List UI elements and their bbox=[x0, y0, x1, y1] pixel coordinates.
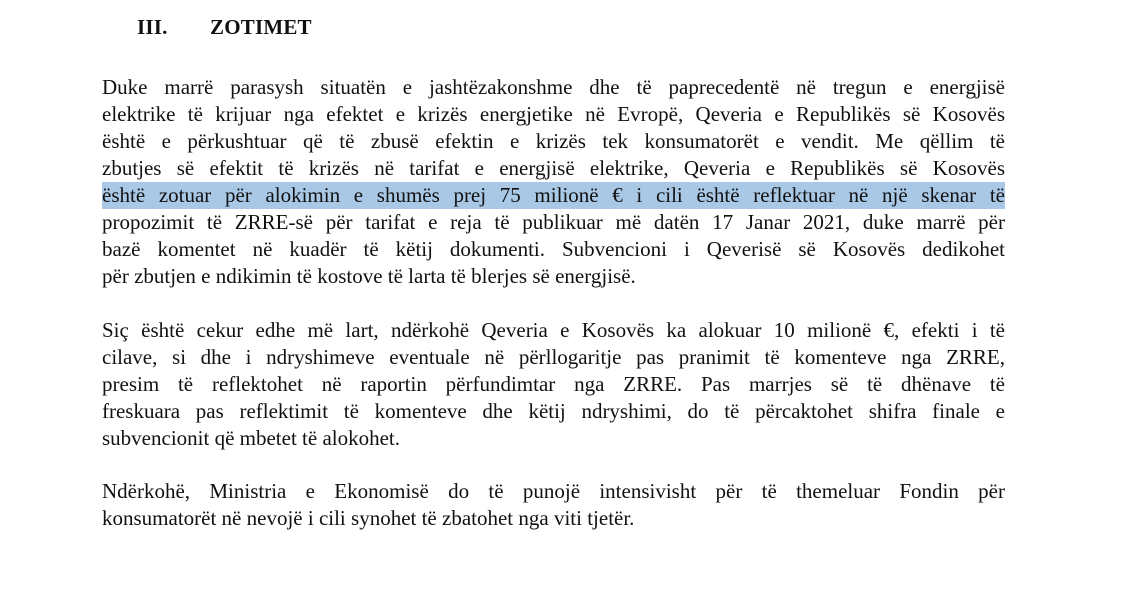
paragraph-line: subvencionit që mbetet të alokohet. bbox=[102, 426, 400, 450]
paragraph-ministry-fund[interactable] bbox=[102, 478, 1005, 532]
selected-text-line[interactable]: është zotuar për alokimin e shumës prej 75 milionë € i cili është reflektuar në një skenar të bbox=[102, 183, 1005, 207]
paragraph-line: cilave, si dhe i ndryshimeve eventuale në përllogaritje pas pranimit të komenteve nga ZRRE, bbox=[102, 345, 1005, 369]
paragraph-allocation-update[interactable] bbox=[102, 317, 1005, 452]
paragraph-line: presim të reflektohet në raportin përfundimtar nga ZRRE. Pas marrjes së të dhënave të bbox=[102, 372, 1005, 396]
paragraph-line: është e përkushtuar që të zbusë efektin e krizës tek konsumatorët e vendit. Me qëllim të bbox=[102, 129, 1005, 153]
paragraph-line: për zbutjen e ndikimin të kostove të larta të blerjes së energjisë. bbox=[102, 264, 636, 288]
paragraph-line: elektrike të krijuar nga efektet e krizës energjetike në Evropë, Qeveria e Republikës së Kosovës bbox=[102, 102, 1005, 126]
paragraph-line: zbutjes së efektit të krizës në tarifat e energjisë elektrike, Qeveria e Republikës së Kosovës bbox=[102, 156, 1005, 180]
paragraph-line: bazë komentet në kuadër të këtij dokumenti. Subvencioni i Qeverisë së Kosovës dedikohet bbox=[102, 237, 1005, 261]
paragraph-line: Duke marrë parasysh situatën e jashtëzakonshme dhe të paprecedentë në tregun e energjisë bbox=[102, 75, 1005, 99]
paragraph-line: konsumatorët në nevojë i cili synohet të zbatohet nga viti tjetër. bbox=[102, 506, 635, 530]
section-number: III. bbox=[137, 15, 168, 39]
paragraph-line: Siç është cekur edhe më lart, ndërkohë Qeveria e Kosovës ka alokuar 10 milionë €, efekti i të bbox=[102, 318, 1005, 342]
paragraph-line: freskuara pas reflektimit të komenteve dhe këtij ndryshimi, do të përcaktohet shifra finale e bbox=[102, 399, 1005, 423]
section-title: ZOTIMET bbox=[210, 15, 312, 39]
paragraph-line: propozimit të ZRRE-së për tarifat e reja të publikuar më datën 17 Janar 2021, duke marrë për bbox=[102, 210, 1005, 234]
paragraph-line: Ndërkohë, Ministria e Ekonomisë do të punojë intensivisht për të themeluar Fondin për bbox=[102, 479, 1005, 503]
paragraph-subsidy-commitment[interactable] bbox=[102, 74, 1005, 290]
